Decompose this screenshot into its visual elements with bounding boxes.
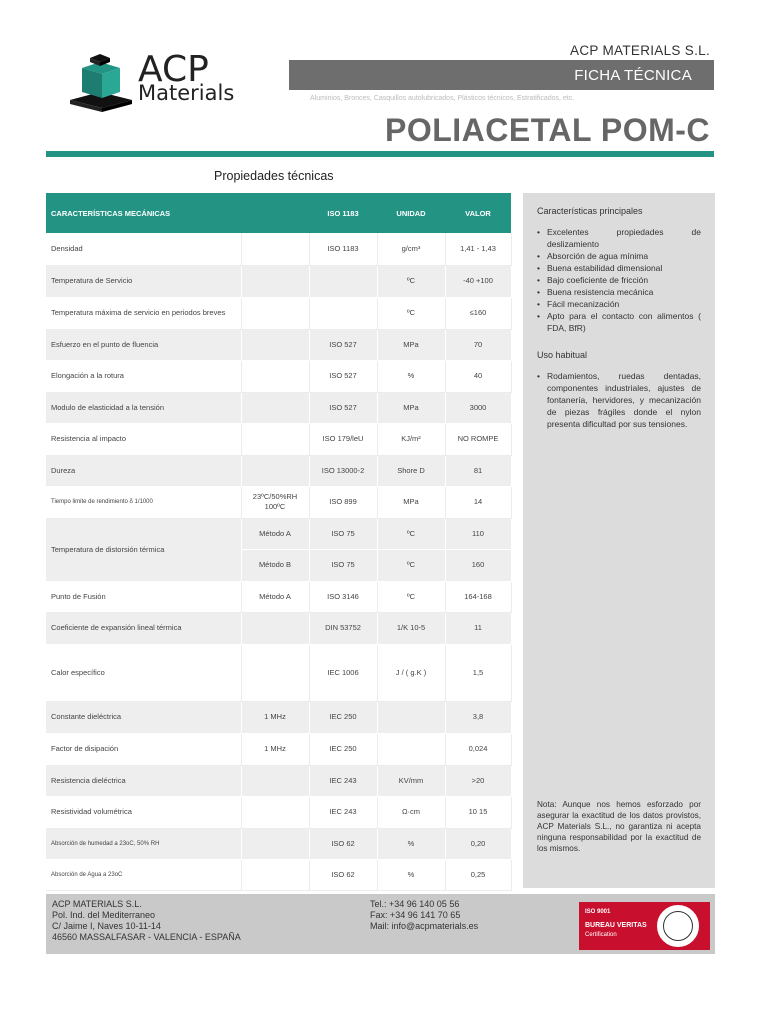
row-condition [241,796,309,828]
row-name: Resistencia al impacto [46,423,241,455]
row-name: Esfuerzo en el punto de fluencia [46,329,241,360]
row-unit: ºC [377,581,445,612]
row-unit: % [377,828,445,859]
table-row [46,796,511,828]
row-condition [241,644,309,701]
row-value: 0,25 [445,859,511,890]
usage-list [537,370,701,430]
row-name: Elongación a la rotura [46,360,241,392]
properties-table [46,193,511,891]
doc-type-label: FICHA TÉCNICA [574,67,692,84]
row-value: 40 [445,360,511,392]
row-condition [241,828,309,859]
footer-contact [370,899,478,932]
features-title: Características principales [537,206,643,216]
row-value: NO ROMPE [445,423,511,455]
features-panel [523,193,715,888]
cert-iso: ISO 9001 [585,909,611,915]
row-condition [241,329,309,360]
row-norm: IEC 243 [309,765,377,796]
table-row [46,581,511,612]
doc-type-bar [289,60,714,90]
row-name: Temperatura máxima de servicio en periodos breves [46,297,241,329]
row-unit: ºC [377,265,445,297]
row-norm: IEC 243 [309,796,377,828]
list-item: • Bajo coeficiente de fricción [537,274,701,286]
table-row [46,392,511,423]
table-row [46,329,511,360]
row-value: 14 [445,486,511,518]
list-item: • Rodamientos, ruedas dentadas, componentes industriales, ajustes de fontanería, hervidores, y mecanización de piezas frágiles donde el nylon presenta dificultad por sus tensiones. [537,370,701,430]
row-value: 11 [445,612,511,644]
row-norm: ISO 1183 [309,233,377,265]
row-unit: Shore D [377,455,445,486]
list-item: • Buena estabilidad dimensional [537,262,701,274]
row-norm: ISO 62 [309,828,377,859]
row-unit: % [377,360,445,392]
row-unit: ºC [377,518,445,549]
row-norm: IEC 250 [309,733,377,765]
logo-text-materials: Materials [138,81,235,105]
row-condition [241,392,309,423]
row-unit [377,733,445,765]
table-row [46,297,511,329]
row-norm: ISO 179/leU [309,423,377,455]
row-condition: 1 MHz [241,701,309,733]
row-name: Absorción de Agua a 23oC [46,859,241,890]
row-name: Densidad [46,233,241,265]
row-norm: DIN 53752 [309,612,377,644]
table-row [46,486,511,518]
row-value: 160 [445,549,511,581]
row-condition [241,265,309,297]
list-item: • Excelentes propiedades de deslizamiento [537,226,701,250]
row-norm: ISO 3146 [309,581,377,612]
row-norm [309,297,377,329]
row-norm: ISO 75 [309,518,377,549]
row-name: Calor específico [46,644,241,701]
table-row [46,733,511,765]
header-norm: ISO 1183 [309,193,377,233]
contact-email[interactable]: Mail: info@acpmaterials.es [370,921,479,931]
table-row [46,233,511,265]
row-name: Punto de Fusión [46,581,241,612]
row-norm: ISO 527 [309,360,377,392]
row-condition [241,612,309,644]
row-value: 1,41 - 1,43 [445,233,511,265]
header-characteristics: CARACTERÍSTICAS MECÁNICAS [46,193,241,233]
row-value: ≤160 [445,297,511,329]
row-condition [241,233,309,265]
header-value: VALOR [445,193,511,233]
address-line: Pol. Ind. del Mediterraneo [52,910,156,920]
footer [46,894,715,954]
row-name: Constante dieléctrica [46,701,241,733]
cert-name: BUREAU VERITAS [585,922,647,929]
table-row [46,518,511,549]
row-name: Resistividad volumétrica [46,796,241,828]
row-condition: Método A [241,581,309,612]
row-value: 10 15 [445,796,511,828]
row-norm: ISO 527 [309,392,377,423]
row-condition: 23ºC/50%RH 100ºC [241,486,309,518]
row-value: 1,5 [445,644,511,701]
row-value: -40 +100 [445,265,511,297]
row-unit: Ω·cm [377,796,445,828]
row-unit: % [377,859,445,890]
table-row [46,360,511,392]
table-row [46,455,511,486]
row-condition: Método B [241,549,309,581]
row-condition [241,423,309,455]
footer-address [52,899,241,943]
row-name: Tiempo limite de rendimiento δ 1/1000 [46,486,241,518]
row-name: Factor de disipación [46,733,241,765]
row-name: Dureza [46,455,241,486]
row-norm: ISO 62 [309,859,377,890]
section-title: Propiedades técnicas [214,169,334,183]
company-name: ACP MATERIALS S.L. [570,43,710,58]
table-row [46,612,511,644]
row-value: 0,024 [445,733,511,765]
row-norm: ISO 13000-2 [309,455,377,486]
row-norm: ISO 75 [309,549,377,581]
row-condition: 1 MHz [241,733,309,765]
list-item: • Apto para el contacto con alimentos ( FDA, BfR) [537,310,701,334]
row-name: Coeficiente de expansión lineal térmica [46,612,241,644]
seal-inner-ring [663,911,693,941]
header-condition [241,193,309,233]
row-unit: 1/K 10-5 [377,612,445,644]
row-value: 164-168 [445,581,511,612]
table-row [46,265,511,297]
row-unit: KV/mm [377,765,445,796]
row-unit: g/cm³ [377,233,445,265]
row-unit: MPa [377,392,445,423]
row-condition [241,859,309,890]
row-unit: MPa [377,486,445,518]
row-unit: KJ/m² [377,423,445,455]
address-company: ACP MATERIALS S.L. [52,899,142,909]
row-value: 70 [445,329,511,360]
row-norm [309,265,377,297]
row-name: Temperatura de Servicio [46,265,241,297]
table-row [46,644,511,701]
tagline: Aluminios, Bronces, Casquillos autolubricados, Plásticos técnicos, Estratificados, etc. [310,95,575,102]
row-unit: ºC [377,549,445,581]
cert-label: Certification [585,932,617,938]
features-list [537,226,701,334]
table-row [46,765,511,796]
disclaimer-note: Nota: Aunque nos hemos esforzado por asegurar la exactitud de los datos provistos, ACP Materials S.L., no garantiza ni acepta ninguna responsabilidad por la exactitud de los mismos. [537,800,701,853]
logo-text-acp: ACP [138,49,209,90]
spacer [537,334,701,350]
row-unit: J / ( g.K ) [377,644,445,701]
row-norm: IEC 250 [309,701,377,733]
product-title: POLIACETAL POM-C [384,112,710,148]
table-row [46,701,511,733]
row-condition [241,765,309,796]
table-row [46,828,511,859]
table-row [46,423,511,455]
bureau-veritas-seal-icon [655,903,701,949]
address-line: 46560 MASSALFASAR - VALENCIA - ESPAÑA [52,932,241,942]
contact-phone: Tel.: +34 96 140 05 56 [370,899,460,909]
row-value: >20 [445,765,511,796]
row-name: Temperatura de distorsión térmica [46,518,241,581]
header-unit: UNIDAD [377,193,445,233]
row-unit: MPa [377,329,445,360]
row-norm: ISO 899 [309,486,377,518]
row-value: 81 [445,455,511,486]
row-value: 3,8 [445,701,511,733]
row-unit [377,701,445,733]
address-line: C/ Jaime I, Naves 10-11-14 [52,921,161,931]
row-condition [241,455,309,486]
row-condition: Método A [241,518,309,549]
row-value: 110 [445,518,511,549]
row-unit: ºC [377,297,445,329]
list-item: • Fácil mecanización [537,298,701,310]
contact-fax: Fax: +34 96 141 70 65 [370,910,461,920]
usage-title: Uso habitual [537,350,588,360]
row-value: 0,20 [445,828,511,859]
list-item: • Absorción de agua mínima [537,250,701,262]
row-norm: IEC 1006 [309,644,377,701]
certification-badge [579,902,710,950]
row-value: 3000 [445,392,511,423]
divider [46,151,714,157]
list-item: • Buena resistencia mecánica [537,286,701,298]
row-condition [241,360,309,392]
row-condition [241,297,309,329]
row-name: Modulo de elasticidad a la tensión [46,392,241,423]
table-row [46,859,511,890]
row-norm: ISO 527 [309,329,377,360]
row-name: Resistencia dieléctrica [46,765,241,796]
row-name: Absorción de humedad a 23oC, 50% RH [46,828,241,859]
table-header-row [46,193,511,233]
